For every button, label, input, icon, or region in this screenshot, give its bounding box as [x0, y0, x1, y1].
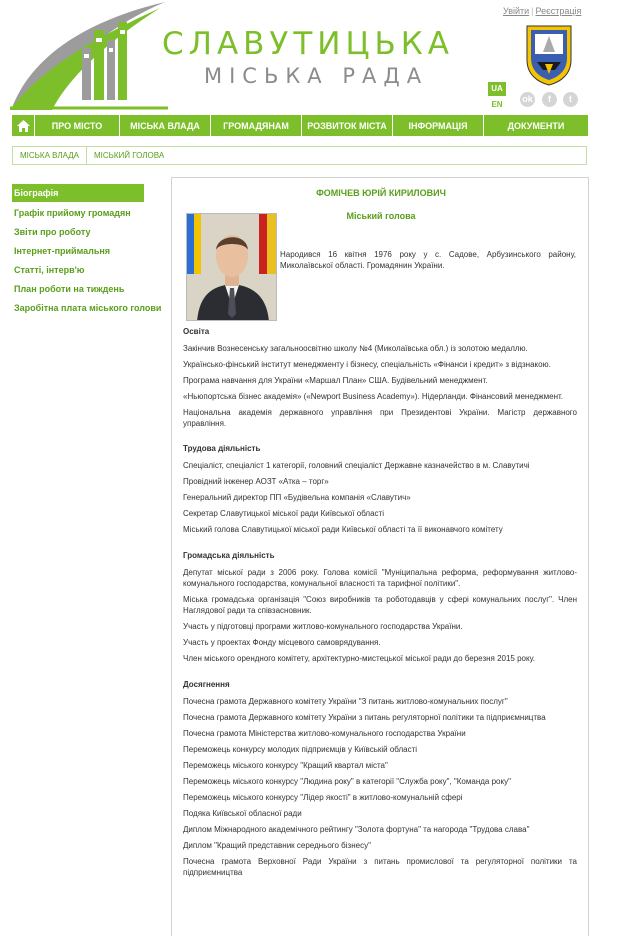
auth-links: Увійти | Реєстрація	[503, 6, 582, 16]
main-nav	[12, 115, 588, 136]
section-item: Провідний інженер АОЗТ «Атка – торг»	[183, 477, 329, 486]
biography-content	[171, 177, 589, 936]
coat-of-arms	[525, 24, 573, 86]
twitter-icon[interactable]: t	[563, 92, 578, 107]
lang-ua-button[interactable]: UA	[488, 82, 506, 96]
sidebar-item-articles[interactable]: Статті, інтерв'ю	[14, 264, 85, 275]
section-title: Громадська діяльність	[183, 551, 275, 560]
section-achievements	[183, 679, 577, 878]
section-item: Програма навчання для України «Маршал План» США. Будівельний менеджмент.	[183, 376, 488, 385]
section-item: Українсько-фінський інститут менеджменту і бізнесу, спеціальність «Фінанси і кредит» з відзнакою.	[183, 360, 551, 369]
sidebar-item-weekly-plan[interactable]: План роботи на тиждень	[14, 283, 125, 294]
sidebar-item-mayor-salary[interactable]: Заробітна плата міського голови	[14, 302, 162, 313]
register-link[interactable]: Реєстрація	[535, 6, 582, 16]
site-header	[0, 0, 641, 112]
site-title-line2: МІСЬКА РАДА	[204, 64, 429, 88]
section-item: Закінчив Вознесенську загальноосвітню школу №4 (Миколаївська обл.) із золотою медаллю.	[183, 344, 528, 353]
section-item: Переможець міського конкурсу "Кращий квартал міста"	[183, 761, 388, 770]
city-logo-graphic[interactable]	[10, 0, 168, 112]
section-item: Генеральний директор ПП «Будівельна компанія «Славутич»	[183, 493, 411, 502]
breadcrumb	[12, 146, 587, 165]
person-role: Міський голова	[346, 211, 416, 221]
section-title: Трудова діяльність	[183, 444, 261, 453]
section-item: Почесна грамота Верховної Ради України з питань промислової та регуляторної політики та підприємництва	[183, 857, 577, 877]
nav-item-citizens[interactable]: ГРОМАДЯНАМ	[211, 115, 301, 136]
section-item: Диплом Міжнародного академічного рейтингу "Золота фортуна" та нагорода "Трудова слава"	[183, 825, 530, 834]
section-work	[183, 443, 577, 535]
nav-item-information[interactable]: ІНФОРМАЦІЯ	[393, 115, 483, 136]
person-name: ФОМІЧЕВ ЮРІЙ КИРИЛОВИЧ	[316, 188, 446, 198]
nav-item-about-city[interactable]: ПРО МІСТО	[35, 115, 119, 136]
section-item: Депутат міської ради з 2006 року. Голова комісії "Муніципальна реформа, реформування житлово-комунального господарства, комунальної власності та тарифної політики".	[183, 568, 577, 588]
section-title: Досягнення	[183, 680, 230, 689]
section-item: Спеціаліст, спеціаліст 1 категорії, головний спеціаліст Державне казначейство в м. Славутичі	[183, 461, 530, 470]
section-title: Освіта	[183, 327, 210, 336]
sidebar-item-biography[interactable]: Біографія	[12, 184, 144, 202]
ok-icon[interactable]: ok	[520, 92, 535, 107]
section-item: Міська громадська організація "Союз виробників та роботодавців у сфері комунальних послуг". Член Наглядової ради та співзасновник.	[183, 595, 577, 615]
section-public-activity	[183, 550, 577, 664]
sidebar-menu	[12, 184, 162, 317]
section-item: Почесна грамота Державного комітету України "З питань житлово-комунальних послуг"	[183, 697, 508, 706]
section-item: Переможець міського конкурсу "Людина року" в категорії "Служба року", "Команда року"	[183, 777, 511, 786]
sidebar-item-work-reports[interactable]: Звіти про роботу	[14, 226, 91, 237]
biography-sections	[183, 326, 577, 883]
home-icon	[17, 120, 30, 132]
section-item: Секретар Славутицької міської ради Київської області	[183, 509, 384, 518]
section-item: Переможець конкурсу молодих підприємців у Київській області	[183, 745, 418, 754]
breadcrumb-item-city-authority[interactable]: МІСЬКА ВЛАДА	[20, 151, 79, 160]
section-item: Диплом "Кращий представник середнього бізнесу"	[183, 841, 371, 850]
site-title-line1: СЛАВУТИЦЬКА	[162, 26, 454, 62]
section-item: Подяка Київської обласної ради	[183, 809, 302, 818]
facebook-icon[interactable]: f	[542, 92, 557, 107]
login-link[interactable]: Увійти	[503, 6, 530, 16]
section-item: Член міського орендного комітету, архітектурно-мистецької міської ради до березня 2015 року.	[183, 654, 536, 663]
lang-en-button[interactable]: EN	[491, 100, 503, 109]
biography-intro: Народився 16 квітня 1976 року у с. Садове, Арбузинського району, Миколаївської області. Громадянин України.	[280, 250, 576, 270]
section-item: Переможець міського конкурсу "Лідер якості" в житлово-комунальній сфері	[183, 793, 463, 802]
section-item: Участь у проектах Фонду місцевого самоврядування.	[183, 638, 381, 647]
mayor-photo	[186, 213, 277, 321]
section-education	[183, 326, 577, 429]
sidebar-item-reception-schedule[interactable]: Графік прийому громадян	[14, 207, 131, 218]
home-button[interactable]	[12, 115, 34, 136]
nav-item-documents[interactable]: ДОКУМЕНТИ	[484, 115, 588, 136]
sidebar-item-internet-reception[interactable]: Інтернет-приймальня	[14, 245, 111, 256]
section-item: «Ньюпортська бізнес академія» («Newport Business Academy»). Нідерланди. Фінансовий менеджмент.	[183, 392, 563, 401]
section-item: Участь у підготовці програми житлово-комунального господарства України.	[183, 622, 463, 631]
nav-item-city-authority[interactable]: МІСЬКА ВЛАДА	[120, 115, 210, 136]
nav-item-city-development[interactable]: РОЗВИТОК МІСТА	[302, 115, 392, 136]
section-item: Національна академія державного управління при Президентові України. Магістр державного управління.	[183, 408, 577, 428]
breadcrumb-item-mayor[interactable]: МІСЬКИЙ ГОЛОВА	[93, 151, 165, 160]
section-item: Почесна грамота Міністерства житлово-комунального господарства України	[183, 729, 466, 738]
section-item: Почесна грамота Державного комітету України з питань регуляторної політики та підприємництва	[183, 713, 546, 722]
section-item: Міський голова Славутицької міської ради Київської області та її виконавчого комітету	[183, 525, 503, 534]
